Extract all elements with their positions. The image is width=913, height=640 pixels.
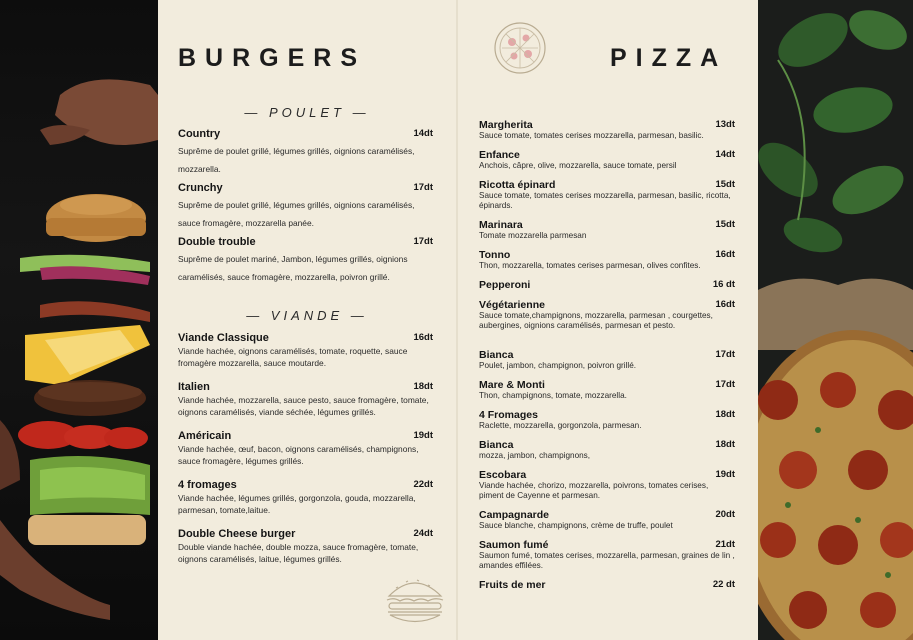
item-price: 22dt [413,479,433,490]
menu-item [178,381,433,418]
item-desc: Viande hachée, mozzarella, sauce pesto, sauce fromagère, tomate, oignons caramélisés, viande séchée, légumes grillés. [178,395,429,417]
pizza-photo [758,330,913,640]
item-name: Ricotta épinard [479,179,556,191]
item-desc: Sauce tomate, tomates cerises mozzarella, parmesan, basilic. [479,131,704,140]
item-desc: Viande hachée, oignons caramélisés, tomate, roquette, sauce fromagère mozzarella, sauce moutarde. [178,346,408,368]
item-name: Double Cheese burger [178,528,296,540]
menu-item [479,409,735,431]
menu-item [479,179,735,211]
menu-item [479,349,735,371]
item-price: 15dt [715,179,735,190]
item-desc: Saumon fumé, tomates cerises, mozzarella, parmesan, graines de lin , amandes effilées. [479,551,735,570]
item-name: Italien [178,381,210,393]
menu-item [479,249,735,271]
menu-item [479,579,735,591]
item-price: 16 dt [712,279,735,290]
item-price: 14dt [413,128,433,139]
menu-item [479,219,735,241]
item-desc: Viande hachée, œuf, bacon, oignons caramélisés, champignons, sauce fromagère, légumes grillés. [178,444,419,466]
item-name: Enfance [479,149,520,161]
item-desc: Suprême de poulet grillé, légumes grillés, oignions caramélisés, mozzarella. [178,146,415,174]
item-desc: Thon, mozzarella, tomates cerises parmesan, olives confites. [479,261,701,270]
item-name: Double trouble [178,236,256,248]
menu-item [479,299,735,331]
menu-item [479,539,735,571]
item-price: 16dt [715,249,735,260]
menu-item [479,119,735,141]
item-desc: Sauce tomate, tomates cerises mozzarella, parmesan, basilic, ricotta, épinards. [479,191,731,210]
item-price: 18dt [715,409,735,420]
item-price: 17dt [715,379,735,390]
item-name: Américain [178,430,232,442]
item-price: 16dt [715,299,735,310]
menu-item [479,469,735,501]
item-name: 4 Fromages [479,409,538,421]
item-desc: Suprême de poulet grillé, légumes grillés, oignions caramélisés, sauce fromagère, mozzarella panée. [178,200,415,228]
item-name: 4 fromages [178,479,237,491]
burgers-title: BURGERS [178,44,367,72]
item-desc: Sauce blanche, champignons, crème de truffe, poulet [479,521,673,530]
item-name: Pepperoni [479,279,531,291]
food-photo-right [758,0,913,640]
menu-item [178,236,433,286]
pizza-title: PIZZA [610,44,728,72]
item-price: 14dt [715,149,735,160]
item-desc: Poulet, jambon, champignon, poivron grillé. [479,361,637,370]
burgers-panel [158,0,456,640]
item-desc: Tomate mozzarella parmesan [479,231,587,240]
section-poulet-heading: — POULET — [244,105,370,120]
item-desc: Double viande hachée, double mozza, sauce fromagère, tomate, oignons caramélisés, laitue, légumes grillés. [178,542,419,564]
item-name: Escobara [479,469,527,481]
item-name: Marinara [479,219,523,231]
item-price: 18dt [715,439,735,450]
item-name: Fruits de mer [479,579,546,591]
item-price: 15dt [715,219,735,230]
item-name: Viande Classique [178,332,269,344]
item-desc: Viande hachée, chorizo, mozzarella, poivrons, tomates cerises, piment de Cayenne et parmesan. [479,481,709,500]
menu-item [178,528,433,565]
pizza-panel [458,0,758,640]
item-price: 19dt [413,430,433,441]
item-price: 21dt [715,539,735,550]
item-desc: Viande hachée, légumes grillés, gorgonzola, gouda, mozzarella, parmesan, tomate,laitue. [178,493,416,515]
item-desc: Sauce tomate,champignons, mozzarella, parmesan , courgettes, aubergines, oignions caramélisés, parmesan et pesto. [479,311,713,330]
menu-item [178,182,433,232]
item-name: Country [178,128,221,140]
item-name: Crunchy [178,182,223,194]
item-desc: Raclette, mozzarella, gorgonzola, parmesan. [479,421,642,430]
menu-item [479,439,735,461]
menu-item [178,128,433,178]
item-name: Végétarienne [479,299,545,311]
menu-item [178,430,433,467]
menu-item [479,509,735,531]
item-desc: Suprême de poulet mariné, Jambon, légumes grillés, oignions caramélisés, sauce fromagère, mozzarella, poivron grillé. [178,254,408,282]
item-name: Margherita [479,119,533,131]
item-name: Campagnarde [479,509,550,521]
item-name: Bianca [479,439,514,451]
item-price: 17dt [715,349,735,360]
menu-item [479,379,735,401]
pizza-sketch-icon [492,20,548,76]
item-price: 17dt [413,236,433,247]
item-price: 22 dt [712,579,735,590]
item-name: Bianca [479,349,514,361]
item-name: Mare & Monti [479,379,545,391]
item-price: 19dt [715,469,735,480]
item-desc: Thon, champignons, tomate, mozzarella. [479,391,627,400]
item-price: 17dt [413,182,433,193]
item-price: 20dt [715,509,735,520]
item-desc: Anchois, câpre, olive, mozzarella, sauce tomate, persil [479,161,677,170]
item-price: 24dt [413,528,433,539]
item-name: Tonno [479,249,511,261]
menu-item [178,479,433,516]
burger-sketch-icon [384,570,446,628]
menu-item [479,149,735,171]
section-viande-heading: — VIANDE — [246,308,368,323]
item-price: 13dt [715,119,735,130]
menu-item [479,279,735,291]
item-name: Saumon fumé [479,539,549,551]
menu-item [178,332,433,369]
item-desc: mozza, jambon, champignons, [479,451,591,460]
burger-photo [0,0,158,640]
item-price: 16dt [413,332,433,343]
item-price: 18dt [413,381,433,392]
